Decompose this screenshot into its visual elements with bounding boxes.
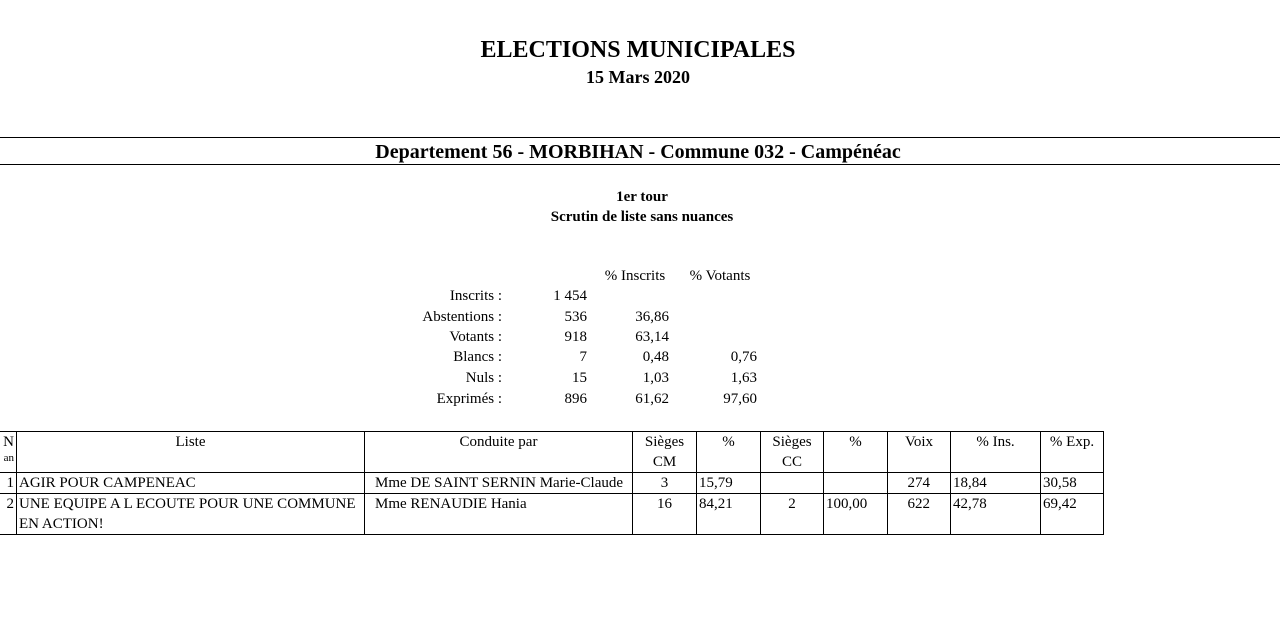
stats-count: 896 <box>564 391 587 407</box>
table-row <box>0 494 1167 535</box>
cell-sieges-cm: 16 <box>633 494 697 535</box>
stats-pct-inscrits: 36,86 <box>635 309 669 325</box>
header-sieges-cc-sub: CC <box>781 454 802 470</box>
cell-voix: 274 <box>888 473 951 494</box>
cell-conduite: Mme DE SAINT SERNIN Marie-Claude <box>365 473 633 494</box>
cell-liste: AGIR POUR CAMPENEAC <box>17 473 365 494</box>
stats-label: Votants : <box>449 329 502 345</box>
header-n <box>0 432 17 473</box>
header-sieges-cc <box>761 432 824 473</box>
stats-pct-inscrits: 0,48 <box>642 349 669 365</box>
stats-label: Nuls : <box>465 370 502 386</box>
election-date: 15 Mars 2020 <box>586 67 690 87</box>
cell-pct-cm: 84,21 <box>697 494 761 535</box>
results-table <box>0 431 1167 535</box>
table-row <box>0 473 1167 494</box>
stats-count: 536 <box>564 309 587 325</box>
header-n-sub: an <box>3 452 14 464</box>
stats-header-inscrits: % Inscrits <box>604 268 666 284</box>
stats-header-votants: % Votants <box>689 268 751 284</box>
cell-sieges-cc: 2 <box>761 494 824 535</box>
cell-n: 1 <box>0 473 17 494</box>
table-header-row <box>0 432 1167 473</box>
stats-count: 918 <box>564 329 587 345</box>
scrutin-label: Scrutin de liste sans nuances <box>550 209 734 225</box>
header-sieges-cm-label: Sièges <box>644 434 685 450</box>
cell-conduite: Mme RENAUDIE Hania <box>365 494 633 535</box>
header-n-label: N <box>3 434 14 450</box>
stats-label: Exprimés : <box>436 391 502 407</box>
header-sieges-cm-sub: CM <box>652 454 677 470</box>
cell-sieges-cm: 3 <box>633 473 697 494</box>
cell-sieges-cc <box>761 473 824 494</box>
header-conduite: Conduite par <box>365 432 633 473</box>
header-pct-cm: % <box>697 432 761 473</box>
stats-label: Blancs : <box>453 349 502 365</box>
cell-pct-ins: 42,78 <box>951 494 1041 535</box>
cell-pct-cc: 100,00 <box>824 494 888 535</box>
stats-count: 7 <box>579 349 587 365</box>
cell-pct-cc <box>824 473 888 494</box>
stats-label: Abstentions : <box>422 309 502 325</box>
cell-n: 2 <box>0 494 17 535</box>
header-sieges-cm <box>633 432 697 473</box>
department-title: Departement 56 - MORBIHAN - Commune 032 - Campénéac <box>375 141 901 163</box>
cell-liste: UNE EQUIPE A L ECOUTE POUR UNE COMMUNE EN ACTION! <box>17 494 365 535</box>
stats-label: Inscrits : <box>449 288 502 304</box>
stats-pct-inscrits: 1,03 <box>642 370 669 386</box>
cell-pct-exp: 30,58 <box>1041 473 1104 494</box>
cell-voix: 622 <box>888 494 951 535</box>
stats-pct-inscrits: 63,14 <box>635 329 669 345</box>
stats-pct-inscrits: 61,62 <box>635 391 669 407</box>
stats-pct-votants: 97,60 <box>723 391 757 407</box>
header-pct-ins: % Ins. <box>951 432 1041 473</box>
header-pct-cc: % <box>824 432 888 473</box>
header-pct-exp: % Exp. <box>1041 432 1104 473</box>
stats-pct-votants: 0,76 <box>730 349 757 365</box>
page-title: ELECTIONS MUNICIPALES <box>480 37 796 63</box>
stats-count: 1 454 <box>553 288 587 304</box>
header-liste: Liste <box>17 432 365 473</box>
stats-count: 15 <box>572 370 587 386</box>
header-sieges-cc-label: Sièges <box>772 434 812 450</box>
cell-pct-ins: 18,84 <box>951 473 1041 494</box>
round-label: 1er tour <box>616 189 668 205</box>
cell-pct-cm: 15,79 <box>697 473 761 494</box>
cell-pct-exp: 69,42 <box>1041 494 1104 535</box>
stats-pct-votants: 1,63 <box>730 370 757 386</box>
header-voix: Voix <box>888 432 951 473</box>
